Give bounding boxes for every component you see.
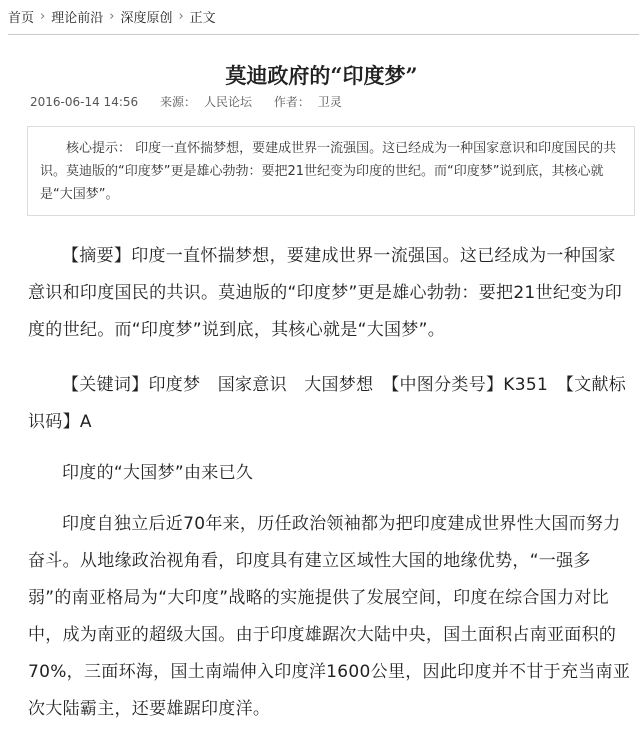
breadcrumb-current: 正文 (189, 10, 216, 26)
chevron-right-icon: › (40, 8, 46, 24)
breadcrumb-home-link[interactable]: 首页 (8, 10, 35, 26)
core-tip (40, 137, 628, 206)
article-source: 人民论坛 (203, 95, 252, 109)
article-meta (30, 93, 360, 110)
keywords-paragraph: 【关键词】印度梦 国家意识 大国梦想 【中图分类号】K351 【文献标识码】A (28, 375, 627, 432)
breadcrumb-original-link[interactable]: 深度原创 (120, 10, 173, 26)
source-label: 来源： (159, 95, 196, 109)
breadcrumb-divider (8, 34, 639, 35)
core-tip-label: 核心提示： (66, 141, 132, 156)
body-paragraph: 印度自独立后近70年来，历任政治领袖都为把印度建成世界性大国而努力奋斗。从地缘政治视角看，印度具有建立区域性大国的地缘优势，“一强多弱”的南亚格局为“大印度”战略的实施提供了发展空间，印度在综合国力对比中，成为南亚的超级大国。由于印度雄踞次大陆中央，国土面积占南亚面积的70%，三面环海，国土南端伸入印度洋1600公里，因此印度并不甘于充当南亚次大陆霸主，还要雄踞印度洋。 (28, 514, 631, 719)
core-tip-box (27, 126, 635, 216)
section-heading: 印度的“大国梦”由来已久 (62, 463, 254, 483)
article-title: 莫迪政府的“印度梦” (225, 63, 418, 89)
breadcrumb (8, 6, 216, 26)
breadcrumb-theory-link[interactable]: 理论前沿 (51, 10, 104, 26)
article-author: 卫灵 (317, 95, 342, 109)
article-body (28, 238, 632, 746)
author-label: 作者： (273, 95, 310, 109)
chevron-right-icon: › (109, 8, 115, 24)
abstract-paragraph: 【摘要】印度一直怀揣梦想，要建成世界一流强国。这已经成为一种国家意识和印度国民的共识。莫迪版的“印度梦”更是雄心勃勃：要把21世纪变为印度的世纪。而“印度梦”说到底，其核心就是“大国梦”。 (28, 246, 623, 340)
article-date: 2016-06-14 14:56 (30, 95, 139, 109)
chevron-right-icon: › (178, 8, 184, 24)
core-tip-text: 印度一直怀揣梦想，要建成世界一流强国。这已经成为一种国家意识和印度国民的共识。莫迪版的“印度梦”更是雄心勃勃：要把21世纪变为印度的世纪。而“印度梦”说到底，其核心就是“大国梦”。 (40, 141, 617, 202)
